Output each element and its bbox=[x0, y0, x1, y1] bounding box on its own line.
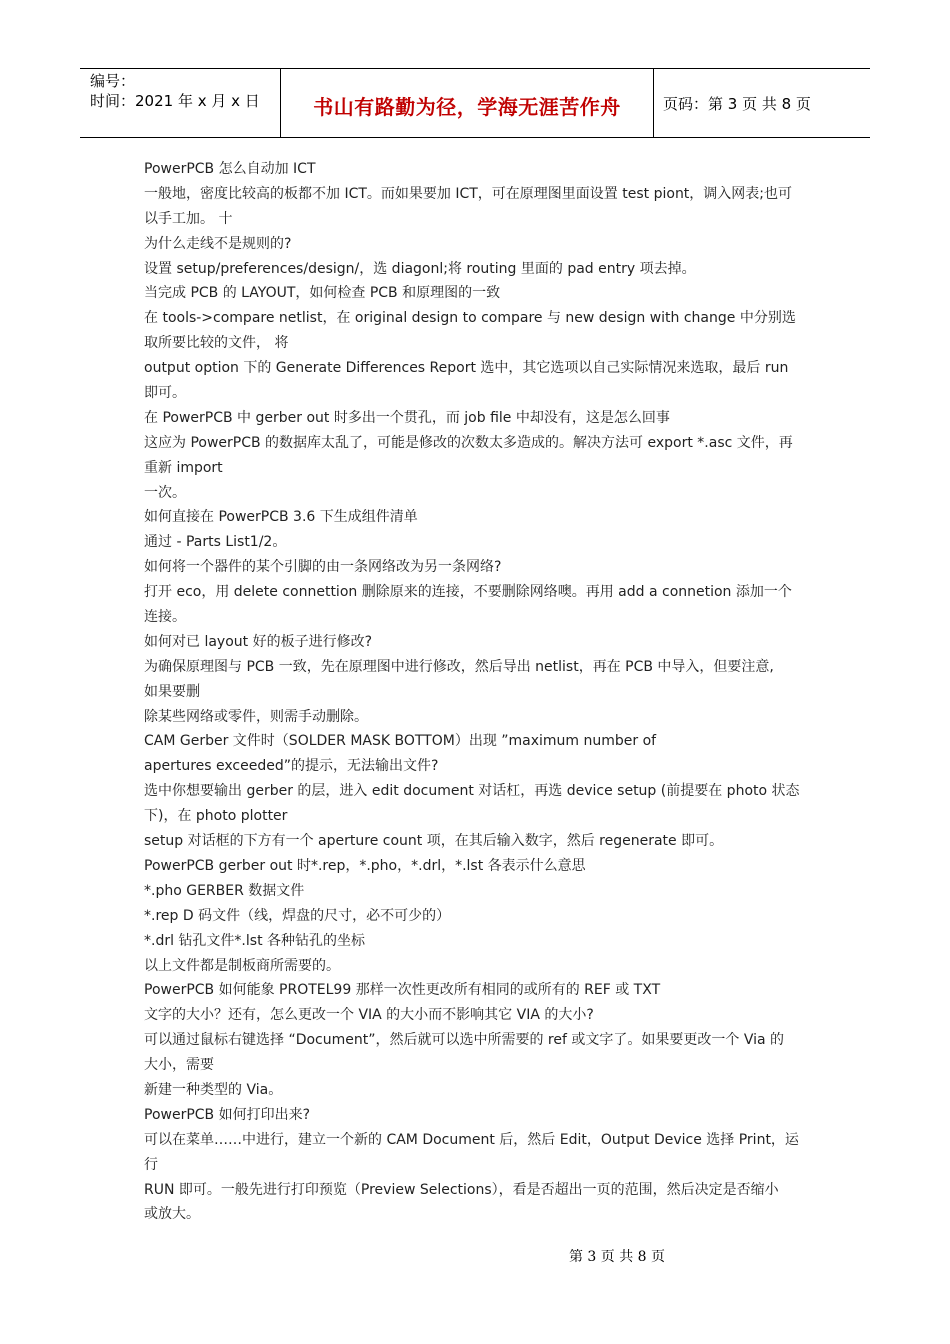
text-line: 如何对已 layout 好的板子进行修改? bbox=[144, 633, 373, 650]
text-line: 为什么走线不是规则的? bbox=[144, 235, 292, 252]
document-time-label: 时间：2021 年 x 月 x 日 bbox=[90, 92, 260, 110]
text-line: 如何将一个器件的某个引脚的由一条网络改为另一条网络? bbox=[144, 559, 502, 576]
text-line: 可以通过鼠标右键选择 “Document”，然后就可以选中所需要的 ref 或文字了。如果要更改一个 Via 的 bbox=[144, 1032, 785, 1049]
text-line: PowerPCB 如何能象 PROTEL99 那样一次性更改所有相同的或所有的 REF 或 TXT bbox=[144, 982, 661, 999]
text-line: PowerPCB 如何打印出来? bbox=[144, 1106, 311, 1123]
text-line: 通过 - Parts List1/2。 bbox=[144, 534, 287, 551]
text-line: 这应为 PowerPCB 的数据库太乱了，可能是修改的次数太多造成的。解决方法可 export *.asc 文件，再 bbox=[144, 434, 793, 451]
text-line: setup 对话框的下方有一个 aperture count 项，在其后输入数字，然后 regenerate 即可。 bbox=[144, 833, 724, 850]
text-line: RUN 即可。一般先进行打印预览（Preview Selections），看是否超出一页的范围，然后决定是否缩小 bbox=[144, 1181, 779, 1198]
page-footer bbox=[0, 1246, 950, 1266]
text-line: *.rep D 码文件（线，焊盘的尺寸，必不可少的） bbox=[144, 907, 451, 924]
text-line: 设置 setup/preferences/design/，选 diagonl;将 routing 里面的 pad entry 项去掉。 bbox=[144, 260, 696, 277]
text-line: 当完成 PCB 的 LAYOUT，如何检查 PCB 和原理图的一致 bbox=[144, 285, 501, 302]
text-line: 或放大。 bbox=[144, 1206, 200, 1223]
text-line: 如何直接在 PowerPCB 3.6 下生成组件清单 bbox=[144, 509, 418, 526]
header-page-cell bbox=[654, 69, 870, 137]
text-line: 除某些网络或零件，则需手动删除。 bbox=[144, 708, 368, 725]
text-line: 一般地，密度比较高的板都不加 ICT。而如果要加 ICT，可在原理图里面设置 test piont，调入网表;也可 bbox=[144, 185, 793, 202]
text-line: 新建一种类型的 Via。 bbox=[144, 1081, 283, 1098]
text-line: PowerPCB 怎么自动加 ICT bbox=[144, 161, 316, 177]
text-line: 如果要删 bbox=[144, 683, 200, 700]
text-line: 可以在菜单……中进行，建立一个新的 CAM Document 后，然后 Edit，Output Device 选择 Print，运 bbox=[144, 1131, 799, 1148]
text-line: 在 tools->compare netlist，在 original design to compare 与 new design with change 中分别选 bbox=[144, 310, 796, 327]
text-line: 以手工加。 十 bbox=[144, 210, 233, 227]
text-line: 选中你想要输出 gerber 的层，进入 edit document 对话杠，再选 device setup (前提要在 photo 状态 bbox=[144, 783, 800, 800]
text-line: 文字的大小？还有，怎么更改一个 VIA 的大小而不影响其它 VIA 的大小? bbox=[144, 1007, 594, 1024]
text-line: 大小，需要 bbox=[144, 1057, 214, 1074]
text-line: CAM Gerber 文件时（SOLDER MASK BOTTOM）出现 ”maximum number of bbox=[144, 733, 657, 750]
header-motto: 书山有路勤为径，学海无涯苦作舟 bbox=[313, 95, 621, 119]
text-line: 即可。 bbox=[144, 385, 186, 402]
page-header bbox=[80, 68, 870, 138]
text-line: output option 下的 Generate Differences Report 选中，其它选项以自己实际情况来选取，最后 run bbox=[144, 360, 789, 377]
text-line: 打开 eco，用 delete connettion 删除原来的连接，不要删除网络噢。再用 add a connetion 添加一个 bbox=[144, 584, 792, 601]
text-line: 为确保原理图与 PCB 一致，先在原理图中进行修改，然后导出 netlist，再在 PCB 中导入，但要注意, bbox=[144, 658, 774, 675]
text-line: 下)，在 photo plotter bbox=[144, 808, 288, 825]
header-info-cell bbox=[80, 69, 281, 137]
text-line: 一次。 bbox=[144, 484, 186, 501]
text-line: 连接。 bbox=[144, 609, 186, 626]
text-line: *.pho GERBER 数据文件 bbox=[144, 882, 305, 899]
footer-page-number: 第 3 页 共 8 页 bbox=[568, 1249, 666, 1265]
text-line: 以上文件都是制板商所需要的。 bbox=[144, 957, 340, 974]
text-line: apertures exceeded”的提示，无法输出文件? bbox=[144, 758, 439, 775]
text-line: 重新 import bbox=[144, 459, 223, 476]
text-line: 取所要比较的文件， 将 bbox=[144, 335, 289, 352]
text-line: PowerPCB gerber out 时*.rep，*.pho，*.drl，*.lst 各表示什么意思 bbox=[144, 857, 586, 874]
body-text bbox=[144, 158, 812, 1228]
document-number-label: 编号： bbox=[90, 72, 136, 90]
header-motto-cell bbox=[281, 69, 654, 137]
text-line: 行 bbox=[144, 1156, 158, 1173]
text-line: 在 PowerPCB 中 gerber out 时多出一个贯孔，而 job file 中却没有，这是怎么回事 bbox=[144, 409, 670, 426]
text-line: *.drl 钻孔文件*.lst 各种钻孔的坐标 bbox=[144, 932, 366, 949]
header-page-number: 页码：第 3 页 共 8 页 bbox=[663, 95, 811, 113]
